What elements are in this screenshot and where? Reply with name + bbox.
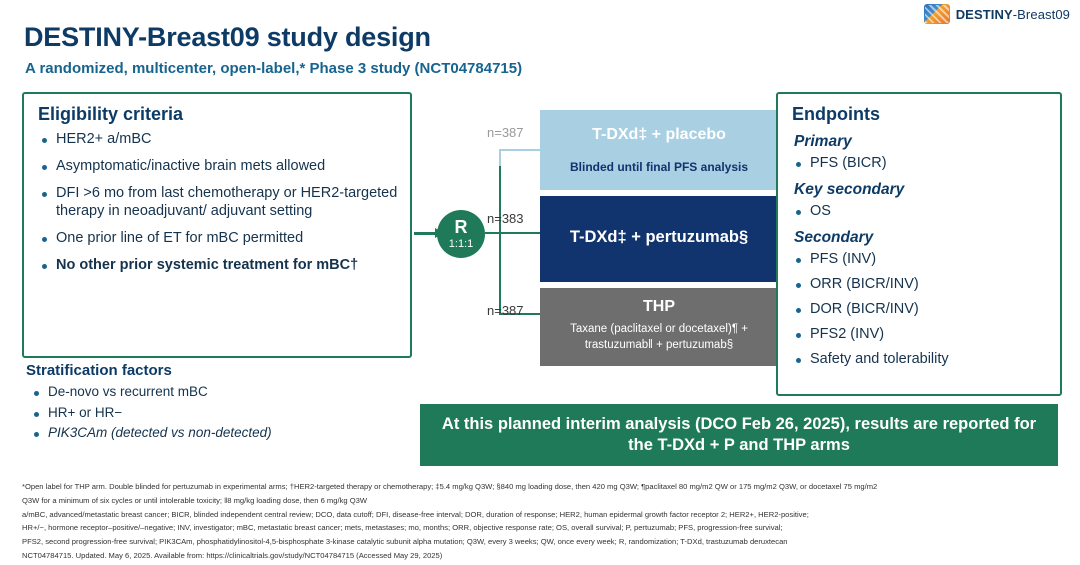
endpoints-primary-heading: Primary (794, 133, 852, 150)
arm-n-placebo: n=387 (487, 125, 524, 140)
randomization-letter: R (454, 217, 468, 237)
connector-vertical-top (499, 150, 501, 166)
brand-logo-text (956, 7, 1070, 22)
list-item: PFS (INV) (794, 251, 1048, 269)
treatment-arm-placebo (540, 110, 778, 190)
brand-logo-light: -Breast09 (1012, 6, 1070, 22)
endpoints-secondary-heading: Secondary (794, 228, 874, 246)
endpoints-primary-list (778, 155, 1060, 173)
page-title: DESTINY-Breast09 study design (24, 22, 431, 52)
list-item: PIK3CAm (detected vs non-detected) (32, 425, 414, 442)
arrow-to-randomization-icon (414, 232, 436, 235)
footnote-line: *Open label for THP arm. Double blinded for pertuzumab in experimental arms; †HER2-targeted therapy or chemotherapy; ‡5.4 mg/kg Q3W; §840 mg loading dose, then 420 mg Q3W; ¶paclitaxel 80 mg/m2 QW or 175 mg/m2 Q3W, or docetaxel 75 mg/m2 (22, 482, 878, 491)
page-subtitle: A randomized, multicenter, open-label,* Phase 3 study (NCT04784715) (25, 60, 523, 77)
list-item: ORR (BICR/INV) (794, 276, 1048, 294)
treatment-arm-pertuzumab (540, 196, 778, 282)
list-item: Safety and tolerability (794, 351, 1048, 369)
list-item: PFS2 (INV) (794, 326, 1048, 344)
connector-to-placebo (499, 149, 541, 151)
treatment-arm-thp (540, 288, 778, 366)
list-item: One prior line of ET for mBC permitted (40, 230, 398, 248)
endpoints-key-secondary-list (778, 203, 1060, 221)
list-item: Asymptomatic/inactive brain mets allowed (40, 158, 398, 176)
arm-title: THP (643, 298, 675, 315)
interim-analysis-banner: At this planned interim analysis (DCO Feb 26, 2025), results are reported for the T-DXd + P and THP arms (420, 404, 1058, 466)
list-item: No other prior systemic treatment for mBC† (40, 257, 398, 275)
endpoints-heading: Endpoints (792, 104, 880, 124)
list-item: HER2+ a/mBC (40, 131, 398, 149)
arm-subtitle: Blinded until final PFS analysis (569, 160, 749, 174)
eligibility-list (24, 131, 410, 275)
footnotes (22, 482, 1062, 565)
list-item: OS (794, 203, 1048, 221)
stratification-heading: Stratification factors (26, 362, 172, 379)
eligibility-criteria-panel (22, 92, 412, 358)
list-item: PFS (BICR) (794, 155, 1048, 173)
brand-logo (924, 4, 1070, 24)
stratification-list (26, 384, 426, 442)
randomization-node (437, 210, 485, 258)
randomization-ratio: 1:1:1 (448, 238, 474, 250)
list-item: DOR (BICR/INV) (794, 301, 1048, 319)
eligibility-heading: Eligibility criteria (38, 104, 184, 124)
arm-title: T-DXd‡ + placebo (592, 126, 726, 143)
endpoints-secondary-list (778, 251, 1060, 369)
footnote-line: Q3W for a minimum of six cycles or until intolerable toxicity; ‖8 mg/kg loading dose, then 6 mg/kg Q3W (22, 495, 367, 505)
arm-title: T-DXd‡ + pertuzumab§ (569, 228, 749, 246)
arm-n-thp: n=387 (487, 303, 524, 318)
stratification-factors (26, 362, 426, 446)
endpoints-key-secondary-heading: Key secondary (794, 180, 905, 198)
destiny-breast-logo-icon (924, 4, 950, 24)
arm-subtitle: Taxane (paclitaxel or docetaxel)¶ + trastuzumab‖ + pertuzumab§ (570, 323, 748, 351)
arm-n-pertuzumab: n=383 (487, 211, 524, 226)
footnote-line: PFS2, second progression-free survival; PIK3CAm, phosphatidylinositol-4,5-bisphosphate 3-kinase catalytic subunit alpha mutation; Q3W, every 3 weeks; QW, once every week; R, randomization; T-DXd, trastuzumab deruxtecan (22, 537, 788, 547)
footnote-line: a/mBC, advanced/metastatic breast cancer; BICR, blinded independent central review; DCO, data cutoff; DFI, disease-free interval; DOR, duration of response; HER2, human epidermal growth factor receptor 2; HER2+, HER2-positive; (22, 509, 809, 519)
list-item: HR+ or HR− (32, 405, 414, 422)
brand-logo-bold: DESTINY (955, 6, 1013, 22)
connector-to-pertuzumab (499, 232, 541, 234)
list-item: DFI >6 mo from last chemotherapy or HER2-targeted therapy in neoadjuvant/ adjuvant setting (40, 185, 398, 221)
footnote-line: HR+/−, hormone receptor–positive/–negative; INV, investigator; mBC, metastatic breast cancer; mets, metastases; mo, months; ORR, objective response rate; OS, overall survival; P, pertuzumab; PFS, progression-free survival; (22, 523, 783, 533)
list-item: De-novo vs recurrent mBC (32, 384, 414, 401)
footnote-line: NCT04784715. Updated. May 6, 2025. Available from: https://clinicaltrials.gov/study/NCT04784715 (Accessed May 29, 2025) (22, 550, 443, 560)
endpoints-panel (776, 92, 1062, 396)
